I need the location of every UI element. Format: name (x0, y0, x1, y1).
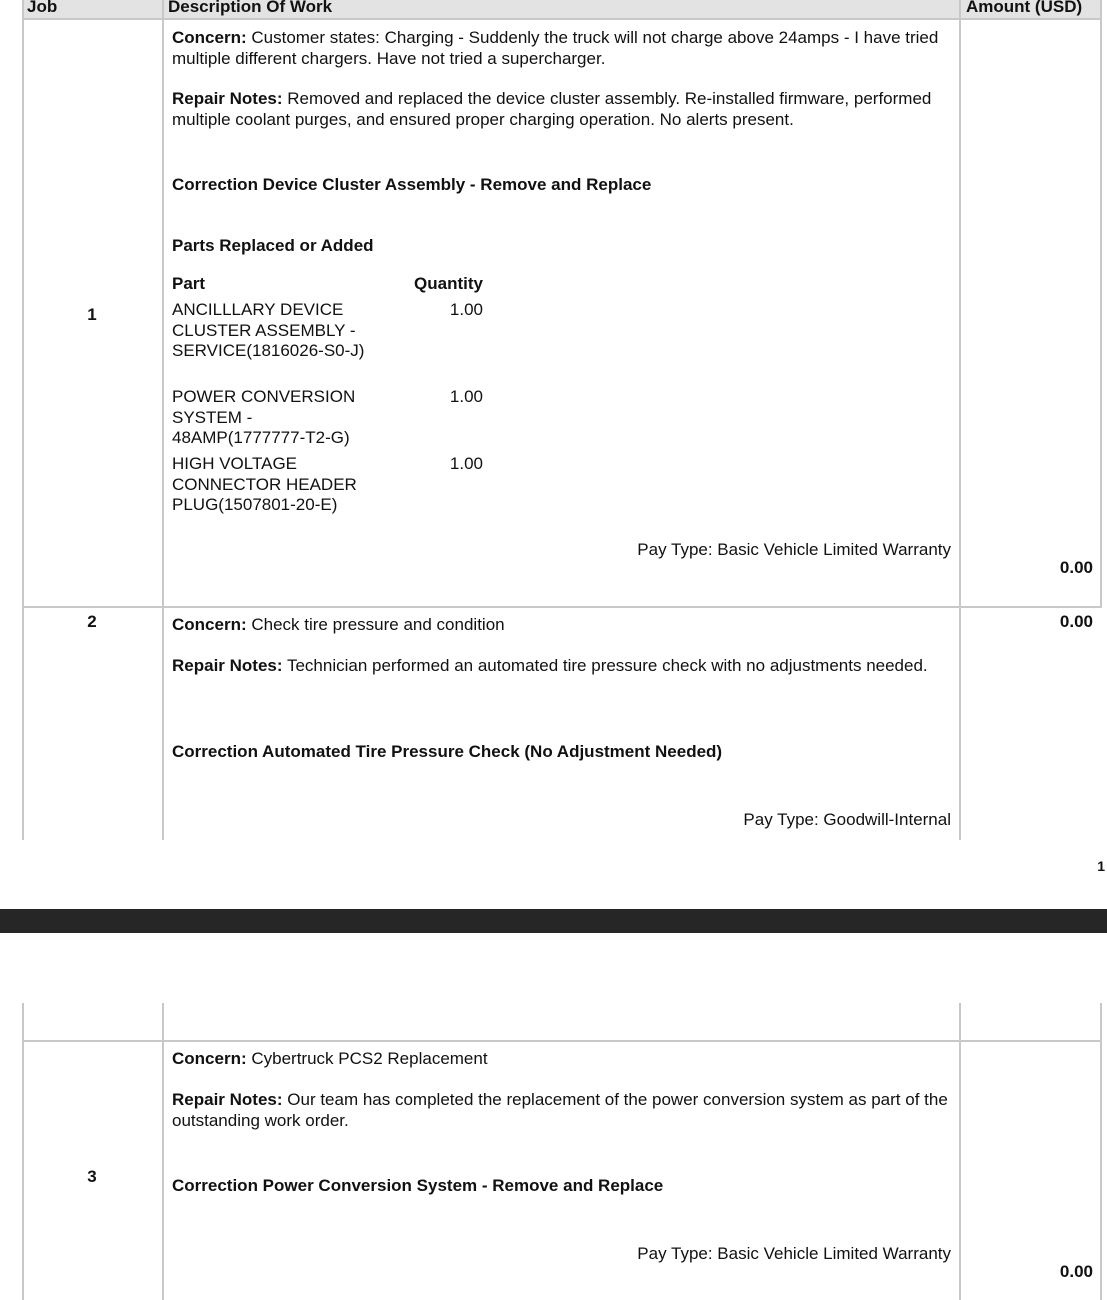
job-repair-notes (172, 656, 952, 677)
concern-label: Concern: (172, 1049, 247, 1068)
column-divider (22, 0, 24, 840)
column-divider (959, 0, 961, 840)
concern-text: Cybertruck PCS2 Replacement (251, 1049, 488, 1068)
part-quantity: 1.00 (449, 454, 483, 473)
job-correction: Correction Power Conversion System - Remove and Replace (172, 1176, 664, 1195)
job-concern (172, 1049, 952, 1070)
repair-notes-text: Removed and replaced the device cluster assembly. Re-installed firmware, performed multiple coolant purges, and ensured proper charging operation. No alerts present. (172, 89, 932, 129)
job-amount: 0.00 (1059, 612, 1093, 631)
job-number: 1 (87, 305, 97, 324)
column-divider (162, 1003, 164, 1300)
column-divider (22, 1003, 24, 1300)
repair-notes-text: Technician performed an automated tire pressure check with no adjustments needed. (286, 656, 928, 675)
header-description: Description Of Work (168, 0, 333, 16)
concern-text: Customer states: Charging - Suddenly the truck will not charge above 24amps - I have tried multiple different chargers. Have not tried a supercharger. (172, 28, 939, 68)
job-amount: 0.00 (1059, 558, 1093, 577)
repair-notes-label: Repair Notes: (172, 656, 283, 675)
concern-label: Concern: (172, 28, 247, 47)
parts-column-part: Part (172, 274, 206, 293)
pay-type: Pay Type: Basic Vehicle Limited Warranty (637, 540, 951, 559)
page-break (0, 909, 1107, 933)
part-name: POWER CONVERSION SYSTEM - 48AMP(1777777-T2-G) (172, 387, 356, 447)
concern-label: Concern: (172, 615, 247, 634)
row-divider (22, 18, 1102, 20)
job-concern (172, 28, 952, 69)
parts-column-quantity: Quantity (414, 274, 483, 293)
part-quantity: 1.00 (449, 300, 483, 319)
job-amount: 0.00 (1059, 1262, 1093, 1281)
column-divider (162, 0, 164, 840)
part-quantity: 1.00 (449, 387, 483, 406)
pay-type: Pay Type: Goodwill-Internal (743, 810, 951, 829)
part-name: HIGH VOLTAGE CONNECTOR HEADER PLUG(1507801-20-E) (172, 454, 357, 514)
job-repair-notes (172, 89, 952, 130)
column-divider (1100, 1003, 1102, 1300)
parts-heading: Parts Replaced or Added (172, 236, 374, 255)
row-divider (22, 606, 1102, 608)
concern-text: Check tire pressure and condition (251, 615, 505, 634)
job-number: 2 (87, 612, 97, 631)
repair-notes-label: Repair Notes: (172, 1090, 283, 1109)
row-divider (22, 1040, 1102, 1042)
column-divider (1100, 0, 1102, 606)
pay-type: Pay Type: Basic Vehicle Limited Warranty (637, 1244, 951, 1263)
header-amount: Amount (USD) (966, 0, 1083, 16)
part-name: ANCILLLARY DEVICE CLUSTER ASSEMBLY - SERVICE(1816026-S0-J) (172, 300, 365, 360)
job-repair-notes (172, 1090, 952, 1131)
page-number: 1 (1097, 858, 1105, 874)
repair-notes-text: Our team has completed the replacement of the power conversion system as part of the outstanding work order. (172, 1090, 948, 1130)
header-job: Job (27, 0, 58, 16)
job-concern (172, 615, 952, 636)
job-number: 3 (87, 1167, 97, 1186)
repair-notes-label: Repair Notes: (172, 89, 283, 108)
job-correction: Correction Automated Tire Pressure Check (No Adjustment Needed) (172, 742, 723, 761)
column-divider (959, 1003, 961, 1300)
job-correction: Correction Device Cluster Assembly - Remove and Replace (172, 175, 652, 194)
